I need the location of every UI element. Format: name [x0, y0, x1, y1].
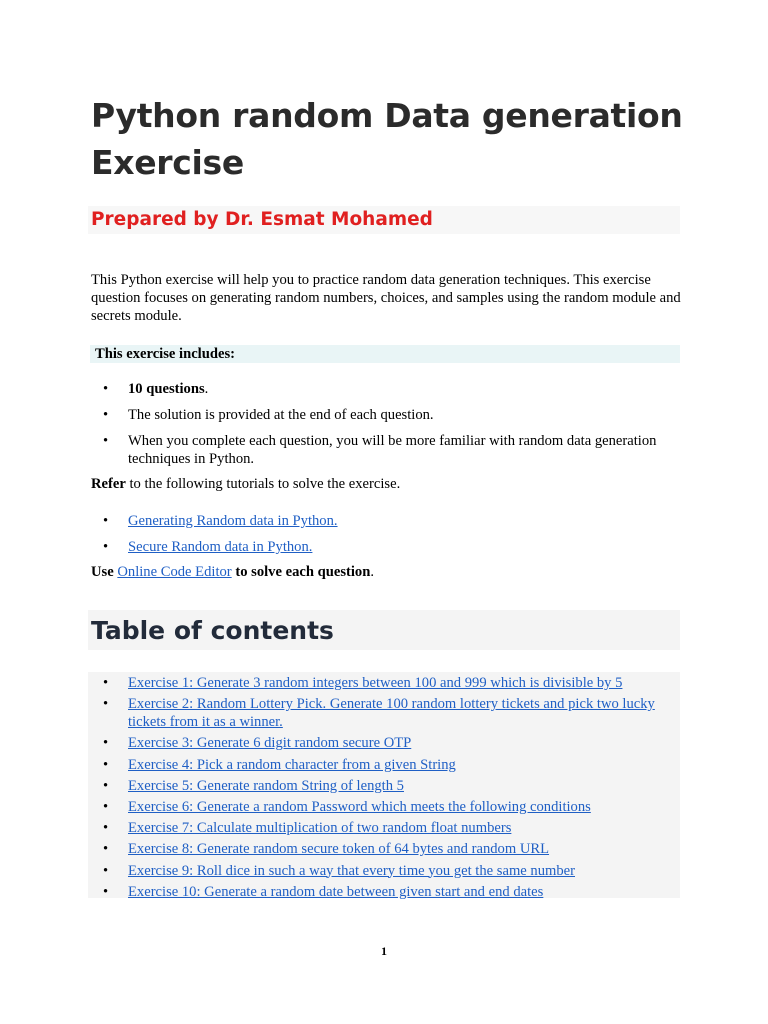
list-item [91, 380, 681, 398]
toc-link-exercise-8[interactable]: Exercise 8: Generate random secure token of 64 bytes and random URL [128, 841, 550, 858]
bullet-icon: • [103, 513, 109, 529]
toc-link-exercise-10[interactable]: Exercise 10: Generate a random date between given start and end dates [128, 883, 544, 900]
toc-item [91, 777, 681, 795]
toc-link-exercise-1[interactable]: Exercise 1: Generate 3 random integers between 100 and 999 which is divisible by 5 [128, 675, 623, 691]
list-item [91, 406, 681, 424]
tutorial-link-random-data[interactable]: Generating Random data in Python. [128, 513, 338, 529]
questions-period: . [204, 381, 209, 397]
bullet-icon: • [103, 539, 109, 555]
bullet-icon: • [103, 777, 109, 794]
bullet-icon: • [103, 798, 109, 815]
refer-text: to the following tutorials to solve the exercise. [125, 476, 401, 492]
toc-link-exercise-3[interactable]: Exercise 3: Generate 6 digit random secure OTP [128, 735, 412, 752]
toc-link-exercise-5[interactable]: Exercise 5: Generate random String of length 5 [128, 777, 404, 794]
tutorial-link-secure-random[interactable]: Secure Random data in Python. [128, 539, 313, 555]
toc-link-exercise-4[interactable]: Exercise 4: Pick a random character from a given String [128, 756, 456, 773]
toc-item [91, 862, 681, 880]
toc-link-exercise-6[interactable]: Exercise 6: Generate a random Password which meets the following conditions [128, 798, 591, 815]
toc-item [91, 819, 681, 837]
refer-line [91, 475, 400, 493]
bullet-icon: • [103, 756, 109, 773]
page-title: Python random Data generation Exercise [91, 96, 683, 182]
use-rest: to solve each question [235, 564, 371, 580]
toc-link-exercise-2[interactable]: Exercise 2: Random Lottery Pick. Generate 100 random lottery tickets and pick two lucky tickets from it as a winner. [128, 696, 655, 731]
bullet-icon: • [103, 862, 109, 879]
use-period: . [370, 564, 374, 580]
toc-item [91, 883, 681, 901]
toc-link-exercise-7[interactable]: Exercise 7: Calculate multiplication of two random float numbers [128, 820, 512, 837]
list-item [91, 432, 681, 468]
bullet-icon: • [103, 735, 109, 752]
use-editor-line [91, 563, 374, 581]
tutorial-list [91, 512, 681, 564]
bullet-icon: • [103, 381, 109, 397]
toc-item [91, 798, 681, 816]
list-item [91, 538, 681, 556]
bullet-icon: • [103, 407, 109, 423]
questions-count: 10 questions [128, 381, 205, 397]
refer-bold: Refer [91, 476, 126, 492]
bullet-icon: • [103, 883, 109, 900]
author-line: Prepared by Dr. Esmat Mohamed [91, 209, 433, 230]
toc-link-exercise-9[interactable]: Exercise 9: Roll dice in such a way that every time you get the same number [128, 862, 575, 879]
toc-item [91, 695, 681, 731]
includes-heading: This exercise includes: [95, 346, 235, 362]
list-item [91, 512, 681, 530]
bullet-icon: • [103, 696, 109, 713]
bullet-icon: • [103, 841, 109, 858]
toc-item [91, 756, 681, 774]
familiarity-note: When you complete each question, you will be more familiar with random data generation techniques in Python. [128, 433, 657, 467]
intro-paragraph: This Python exercise will help you to practice random data generation techniques. This exercise question focuses on generating random numbers, choices, and samples using the random module and secrets module. [91, 272, 681, 324]
bullet-icon: • [103, 675, 109, 691]
solution-note: The solution is provided at the end of each question. [128, 407, 434, 423]
toc-item [91, 674, 681, 692]
page-number: 1 [381, 944, 387, 958]
use-word: Use [91, 564, 114, 580]
online-code-editor-link[interactable]: Online Code Editor [117, 564, 232, 580]
toc-item [91, 840, 681, 858]
bullet-icon: • [103, 820, 109, 837]
includes-list [91, 380, 681, 476]
table-of-contents [91, 674, 681, 904]
bullet-icon: • [103, 433, 109, 449]
toc-item [91, 734, 681, 752]
toc-heading: Table of contents [91, 616, 334, 645]
